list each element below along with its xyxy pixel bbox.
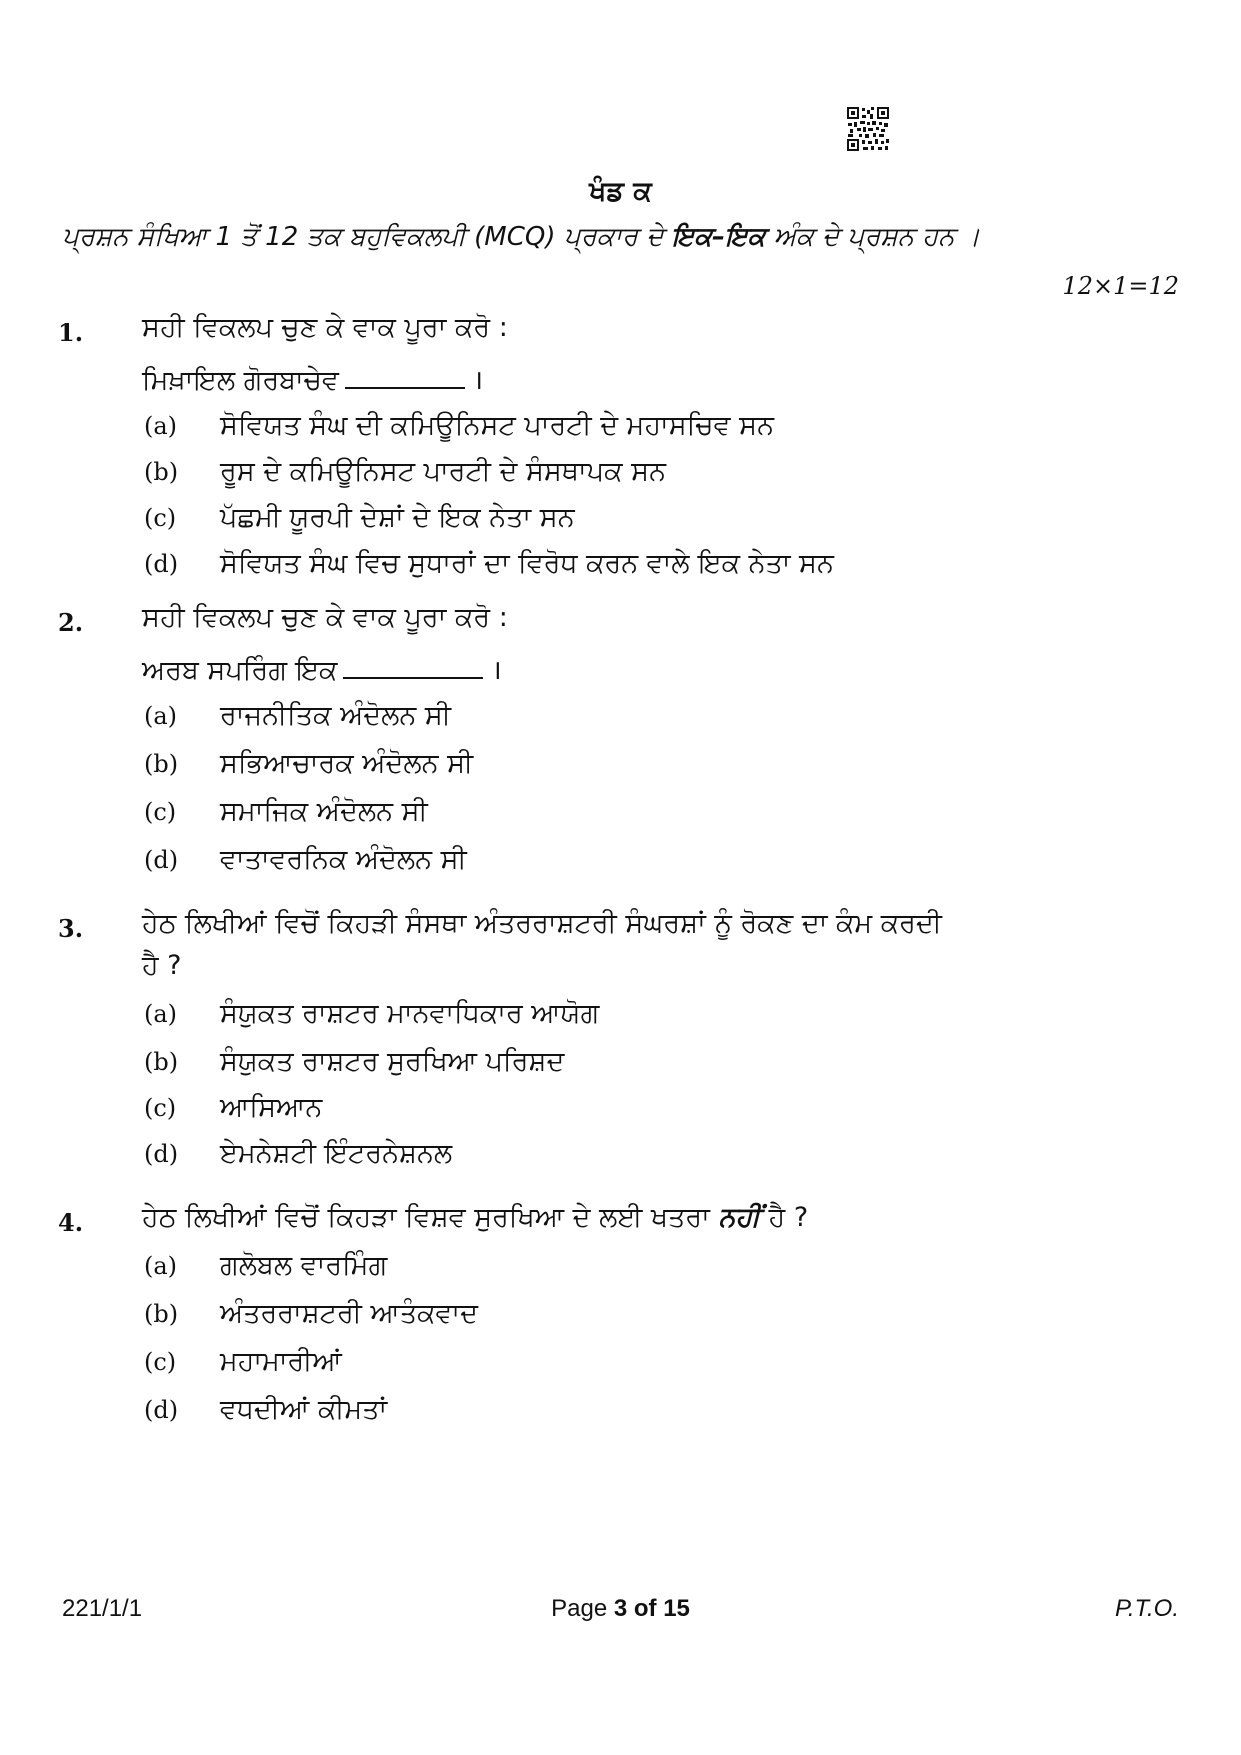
page-current: 3 — [613, 1595, 628, 1622]
question-text-emphasis: ਨਹੀਂ — [718, 1202, 761, 1233]
option-c — [144, 796, 428, 828]
marks-allocation: 12×1=12 — [1062, 272, 1179, 300]
option-label: (b) — [144, 750, 179, 778]
option-text: ਸੋਵਿਯਤ ਸੰਘ ਦੀ ਕਮਿਊਨਿਸਟ ਪਾਰਟੀ ਦੇ ਮਹਾਸਚਿਵ ਸਨ — [220, 410, 774, 441]
option-text: ਰਾਜਨੀਤਿਕ ਅੰਦੋਲਨ ਸੀ — [220, 700, 451, 731]
option-text: ਪੱਛਮੀ ਯੂਰਪੀ ਦੇਸ਼ਾਂ ਦੇ ਇਕ ਨੇਤਾ ਸਨ — [220, 502, 575, 533]
question-text: ਸਹੀ ਵਿਕਲਪ ਚੁਣ ਕੇ ਵਾਕ ਪੂਰਾ ਕਰੋ : — [142, 312, 508, 343]
section-title: ਖੰਡ ਕ — [589, 176, 652, 207]
option-text: ਰੂਸ ਦੇ ਕਮਿਊਨਿਸਟ ਪਾਰਟੀ ਦੇ ਸੰਸਥਾਪਕ ਸਨ — [220, 456, 667, 487]
option-label: (d) — [144, 1396, 179, 1424]
question-text-line2 — [142, 650, 502, 687]
page-of: of — [627, 1595, 664, 1622]
option-c — [144, 502, 575, 534]
option-text: ਮਹਾਮਾਰੀਆਂ — [220, 1346, 342, 1377]
option-label: (d) — [144, 1140, 179, 1168]
question-text-after-blank: । — [491, 655, 502, 686]
question-text — [142, 1202, 808, 1234]
answer-blank — [343, 653, 483, 679]
option-label: (b) — [144, 1300, 179, 1328]
question-text-start: ਹੇਠ ਲਿਖੀਆਂ ਵਿਚੋਂ ਕਿਹੜਾ ਵਿਸ਼ਵ ਸੁਰਖਿਆ ਦੇ ਲਈ ਖਤਰਾ — [142, 1202, 719, 1233]
option-text: ਵਾਤਾਵਰਨਿਕ ਅੰਦੋਲਨ ਸੀ — [220, 844, 467, 875]
option-text: ਸੰਯੁਕਤ ਰਾਸ਼ਟਰ ਮਾਨਵਾਧਿਕਾਰ ਆਯੋਗ — [220, 998, 600, 1029]
option-label: (a) — [144, 1252, 178, 1280]
option-label: (c) — [144, 1348, 177, 1376]
option-label: (c) — [144, 1094, 177, 1122]
question-number: 3. — [58, 914, 84, 943]
option-c — [144, 1346, 342, 1378]
option-text: ਵਧਦੀਆਂ ਕੀਮਤਾਂ — [220, 1394, 388, 1425]
option-d — [144, 1394, 387, 1426]
option-text: ਏਮਨੇਸ਼ਟੀ ਇੰਟਰਨੇਸ਼ਨਲ — [220, 1138, 453, 1169]
instructions-text-end: ਅੰਕ ਦੇ ਪ੍ਰਸ਼ਨ ਹਨ । — [765, 222, 981, 252]
option-text: ਸਮਾਜਿਕ ਅੰਦੋਲਨ ਸੀ — [220, 796, 428, 827]
option-text: ਅੰਤਰਰਾਸ਼ਟਰੀ ਆਤੰਕਵਾਦ — [220, 1298, 479, 1329]
answer-blank — [345, 363, 465, 389]
option-text: ਸਭਿਆਚਾਰਕ ਅੰਦੋਲਨ ਸੀ — [220, 748, 474, 779]
option-text: ਸੋਵਿਯਤ ਸੰਘ ਵਿਚ ਸੁਧਾਰਾਂ ਦਾ ਵਿਰੋਧ ਕਰਨ ਵਾਲੇ ਇਕ ਨੇਤਾ ਸਨ — [220, 548, 834, 579]
option-b — [144, 1298, 478, 1330]
question-text-line2: ਹੈ ? — [142, 950, 182, 981]
option-label: (d) — [144, 550, 179, 578]
question-text-line2 — [142, 360, 483, 397]
instructions-emphasis: ਇਕ–ਇਕ — [671, 222, 766, 252]
question-number: 2. — [58, 608, 84, 637]
option-b — [144, 1046, 564, 1078]
question-number: 4. — [58, 1208, 84, 1237]
option-label: (a) — [144, 702, 178, 730]
question-text-after-blank: । — [472, 365, 484, 396]
option-text: ਆਸਿਆਨ — [220, 1092, 323, 1123]
question-text-before-blank: ਮਿਖ਼ਾਇਲ ਗੋਰਬਾਚੇਵ — [142, 365, 339, 396]
option-text: ਗਲੋਬਲ ਵਾਰਮਿੰਗ — [220, 1250, 388, 1281]
option-c — [144, 1092, 322, 1124]
option-a — [144, 1250, 387, 1282]
option-d — [144, 1138, 452, 1170]
option-label: (c) — [144, 504, 177, 532]
option-label: (b) — [144, 1048, 179, 1076]
page-total: 15 — [663, 1595, 690, 1622]
option-label: (c) — [144, 798, 177, 826]
instructions-text: ਪ੍ਰਸ਼ਨ ਸੰਖਿਆ 1 ਤੋਂ 12 ਤਕ ਬਹੁਵਿਕਲਪੀ (MCQ) ਪ੍ਰਕਾਰ ਦੇ — [62, 222, 672, 252]
option-a — [144, 700, 451, 732]
option-label: (a) — [144, 1000, 178, 1028]
question-number: 1. — [58, 318, 84, 347]
option-label: (d) — [144, 846, 179, 874]
option-label: (b) — [144, 458, 179, 486]
option-d — [144, 548, 834, 580]
option-d — [144, 844, 467, 876]
option-a — [144, 998, 599, 1030]
option-a — [144, 410, 774, 442]
question-text: ਸਹੀ ਵਿਕਲਪ ਚੁਣ ਕੇ ਵਾਕ ਪੂਰਾ ਕਰੋ : — [142, 602, 508, 633]
question-text: ਹੇਠ ਲਿਖੀਆਂ ਵਿਚੋਂ ਕਿਹੜੀ ਸੰਸਥਾ ਅੰਤਰਰਾਸ਼ਟਰੀ ਸੰਘਰਸ਼ਾਂ ਨੂੰ ਰੋਕਣ ਦਾ ਕੰਮ ਕਰਦੀ — [142, 908, 942, 939]
option-label: (a) — [144, 412, 178, 440]
paper-code: 221/1/1 — [62, 1595, 143, 1622]
page-number — [0, 1595, 1241, 1623]
qr-code — [846, 106, 890, 152]
option-text: ਸੰਯੁਕਤ ਰਾਸ਼ਟਰ ਸੁਰਖਿਆ ਪਰਿਸ਼ਦ — [220, 1046, 565, 1077]
section-instructions — [62, 222, 1182, 253]
option-b — [144, 456, 666, 488]
option-b — [144, 748, 473, 780]
pto-label: P.T.O. — [1114, 1595, 1179, 1622]
question-text-end: ਹੈ ? — [760, 1202, 809, 1233]
question-text-before-blank: ਅਰਬ ਸਪਰਿੰਗ ਇਕ — [142, 655, 338, 686]
page-prefix: Page — [551, 1595, 614, 1622]
